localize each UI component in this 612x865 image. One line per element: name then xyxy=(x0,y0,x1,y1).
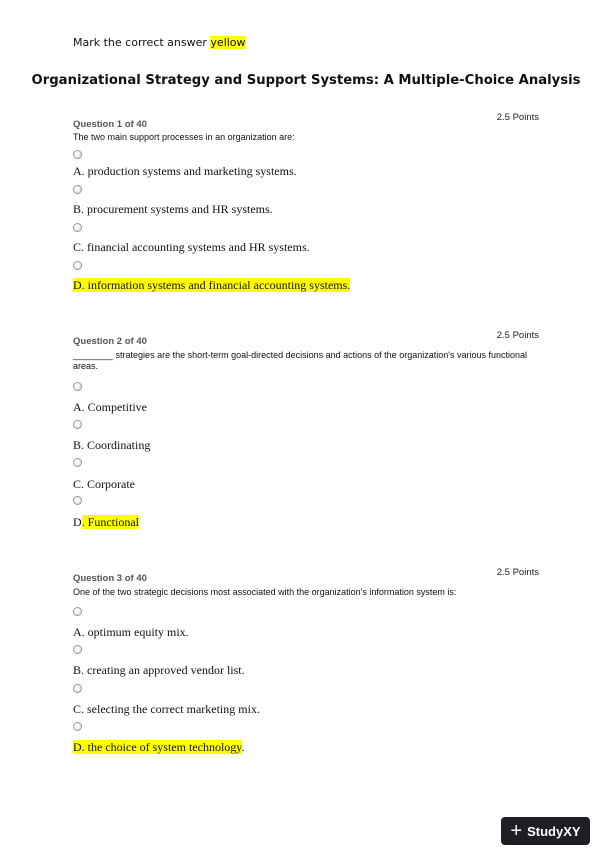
answer-option[interactable]: D. Functional xyxy=(73,515,139,529)
question-number: Question 2 of 40 xyxy=(73,336,147,347)
answer-option[interactable]: C. selecting the correct marketing mix. xyxy=(73,702,260,716)
question-text: ________ strategies are the short-term goal-directed decisions and actions of the organization's various functional areas. xyxy=(73,350,527,371)
answer-option[interactable]: D. information systems and financial accounting systems. xyxy=(73,278,351,292)
answer-radio[interactable] xyxy=(73,150,82,159)
answer-option[interactable]: A. optimum equity mix. xyxy=(73,625,189,639)
answer-option[interactable]: C. financial accounting systems and HR systems. xyxy=(73,240,310,254)
answer-radio[interactable] xyxy=(73,607,82,616)
question-text: One of the two strategic decisions most associated with the organization's information system is: xyxy=(73,587,457,597)
answer-option[interactable]: C. Corporate xyxy=(73,477,135,491)
question-number: Question 1 of 40 xyxy=(73,119,147,130)
studyxy-badge[interactable] xyxy=(501,817,590,845)
answer-option[interactable]: B. procurement systems and HR systems. xyxy=(73,202,273,216)
answer-option[interactable]: B. creating an approved vendor list. xyxy=(73,663,245,677)
answer-radio[interactable] xyxy=(73,684,82,693)
question-number: Question 3 of 40 xyxy=(73,573,147,584)
question-points: 2.5 Points xyxy=(496,567,539,578)
answer-option[interactable]: A. production systems and marketing systems. xyxy=(73,164,297,178)
answer-radio[interactable] xyxy=(73,496,82,505)
answer-radio[interactable] xyxy=(73,185,82,194)
badge-text: StudyXY xyxy=(527,823,581,839)
answer-radio[interactable] xyxy=(73,420,82,429)
instruction-prefix: Mark the correct answer xyxy=(73,36,211,49)
answer-radio[interactable] xyxy=(73,645,82,654)
question-points: 2.5 Points xyxy=(496,112,539,123)
answer-radio[interactable] xyxy=(73,223,82,232)
question-text: The two main support processes in an organization are: xyxy=(73,132,295,142)
page-title: Organizational Strategy and Support Systems: A Multiple-Choice Analysis xyxy=(31,73,581,88)
answer-option[interactable]: B. Coordinating xyxy=(73,438,151,452)
answer-option[interactable]: D. the choice of system technology. xyxy=(73,740,245,754)
answer-radio[interactable] xyxy=(73,458,82,467)
answer-radio[interactable] xyxy=(73,382,82,391)
instruction xyxy=(73,36,246,49)
question-points: 2.5 Points xyxy=(496,330,539,341)
answer-radio[interactable] xyxy=(73,722,82,731)
answer-option[interactable]: A. Competitive xyxy=(73,400,147,414)
plus-icon: + xyxy=(510,820,523,842)
answer-radio[interactable] xyxy=(73,261,82,270)
instruction-highlight: yellow xyxy=(210,36,246,49)
